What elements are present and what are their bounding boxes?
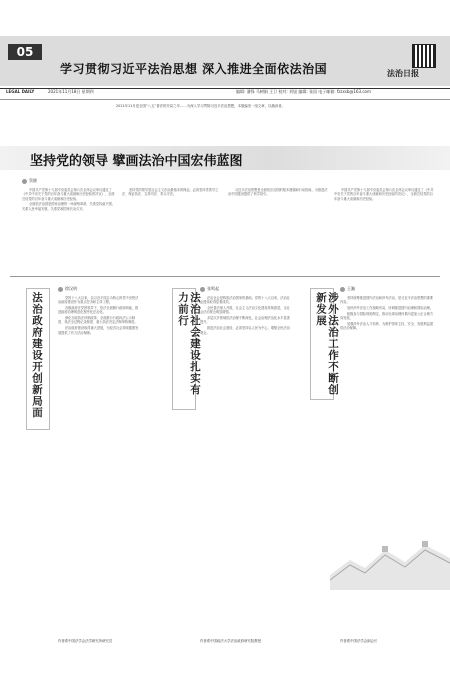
column-3-author-name: 王瀚 [347,286,355,291]
page-headline: 学习贯彻习近平法治思想 深入推进全面依法治国 [60,62,328,76]
paragraph: 党的十八大以来，以习近平同志为核心的党中央把法治政府建设作为重点任务和主体工程。 [58,296,139,305]
top-column-4 [334,188,434,273]
editor-credits: 编辑: 潘锋 马树娟 王卫 校对: 刘旭 编辑: 张国 电子邮箱: fzzxsb@163.com [236,89,371,94]
qr-code-icon [413,45,435,67]
column-3-author [340,286,355,292]
great-wall-illustration [330,530,450,590]
column-1-body [58,296,140,636]
paragraph: 法治社会是构筑法治国家的基础。党的十八大以来，法治社会建设取得显著成效。 [200,296,290,305]
issue-date: 2021年11月18日 星期四 [48,89,94,94]
paragraph: 全面依法治国是国家治理的一场深刻革命，关系党执政兴国，关系人民幸福安康，关系党和国家长治久安。 [22,202,116,211]
intro-text: 2021年11月是全国“八五”普法的开局之年……为深入学习贯彻习近平法治思想，本版编发一组文章，以飨读者。 [116,104,286,108]
main-title: 坚持党的领导 擘画法治中国宏伟蓝图 [30,154,243,169]
column-3-credit: 作者系中国法学会副会长 [340,639,378,643]
top-column-3 [228,188,328,273]
column-2-body [200,296,292,636]
page-number: 05 [8,44,42,60]
paragraph: 坚持党的领导是社会主义法治最根本的保证。必须坚持党领导立法、保证执法、支持司法、带头守法。 [122,188,219,197]
column-3-body [340,296,436,526]
paragraph: 推进法治社会建设，必须坚持以人民为中心，增强全民法治观念。 [200,326,290,335]
column-3-title: 涉外法治工作不断创新发展 [315,292,339,396]
column-2-author-name: 张鸣起 [207,286,219,291]
author-avatar [22,179,27,184]
paragraph: 积极参与国际规则制定，推动全球治理体系向更加公正合理方向发展。 [340,311,434,321]
column-1-author [58,286,77,292]
paragraph: 全民普法深入开展，社会主义法治文化建设持续推进，全社会法治观念明显增强。 [200,306,290,315]
author-avatar [200,287,205,292]
author-avatar [58,287,63,292]
column-1-credit: 作者系中国法学会法学研究所研究员 [58,639,113,643]
column-1-author-name: 徐汉明 [65,286,77,291]
top-author-name: 蔡健 [29,178,37,183]
paragraph: 加强涉外法治人才培养，为维护国家主权、安全、发展利益提供法治保障。 [340,321,434,331]
paragraph: 多层次多领域依法治理不断深化，社会治理法治化水平显著提升。 [200,316,290,325]
column-1-title: 法治政府建设开创新局面 [31,292,43,419]
top-column-1 [22,188,117,273]
section-divider [10,276,440,277]
column-2-title: 法治社会建设扎实有力前行 [177,292,201,396]
paragraph: 中国共产党第十九届中央委员会第六次全体会议审议通过了《中共中央关于党的百年奋斗重大成就和历史经验的决议》，全面总结党的百年奋斗重大成就和历史经验。 [334,188,434,201]
paragraph: 加快涉外法治工作战略布局，协调推进国内治理和国际治理。 [347,306,434,311]
paragraph: 坚持统筹推进国内法治和涉外法治，是习近平法治思想的重要内容。 [340,296,434,305]
paragraph: 法治政府建设取得重大进展，为经济社会持续健康发展提供了有力法治保障。 [58,326,139,335]
top-author [22,178,37,184]
column-2-author [200,286,219,292]
paragraph: 各级政府在党的领导下，依法全面履行政府职能，推进政府治理规范化程序化法治化。 [58,306,139,315]
masthead-left: LEGAL DAILY [6,89,35,94]
paragraph: 中国共产党第十九届中央委员会第六次全体会议审议通过了《中共中央关于党的百年奋斗重大成就和历史经验的决议》，全面总结党的百年奋斗重大成就和历史经验。 [22,188,115,201]
paragraph: 习近平法治思想是全面依法治国的根本遵循和行动指南，为推进法治中国建设提供了科学指引。 [228,188,328,197]
author-avatar [340,287,345,292]
top-column-2 [122,188,222,273]
column-2-credit: 作者系中国政法大学法治政府研究院教授 [200,639,262,643]
newspaper-logo: 法治日报 [387,69,419,78]
paragraph: 深化行政执法体制改革，全面推行行政执法公示制度、执法全过程记录制度、重大执法决定法制审核制度。 [58,316,138,325]
